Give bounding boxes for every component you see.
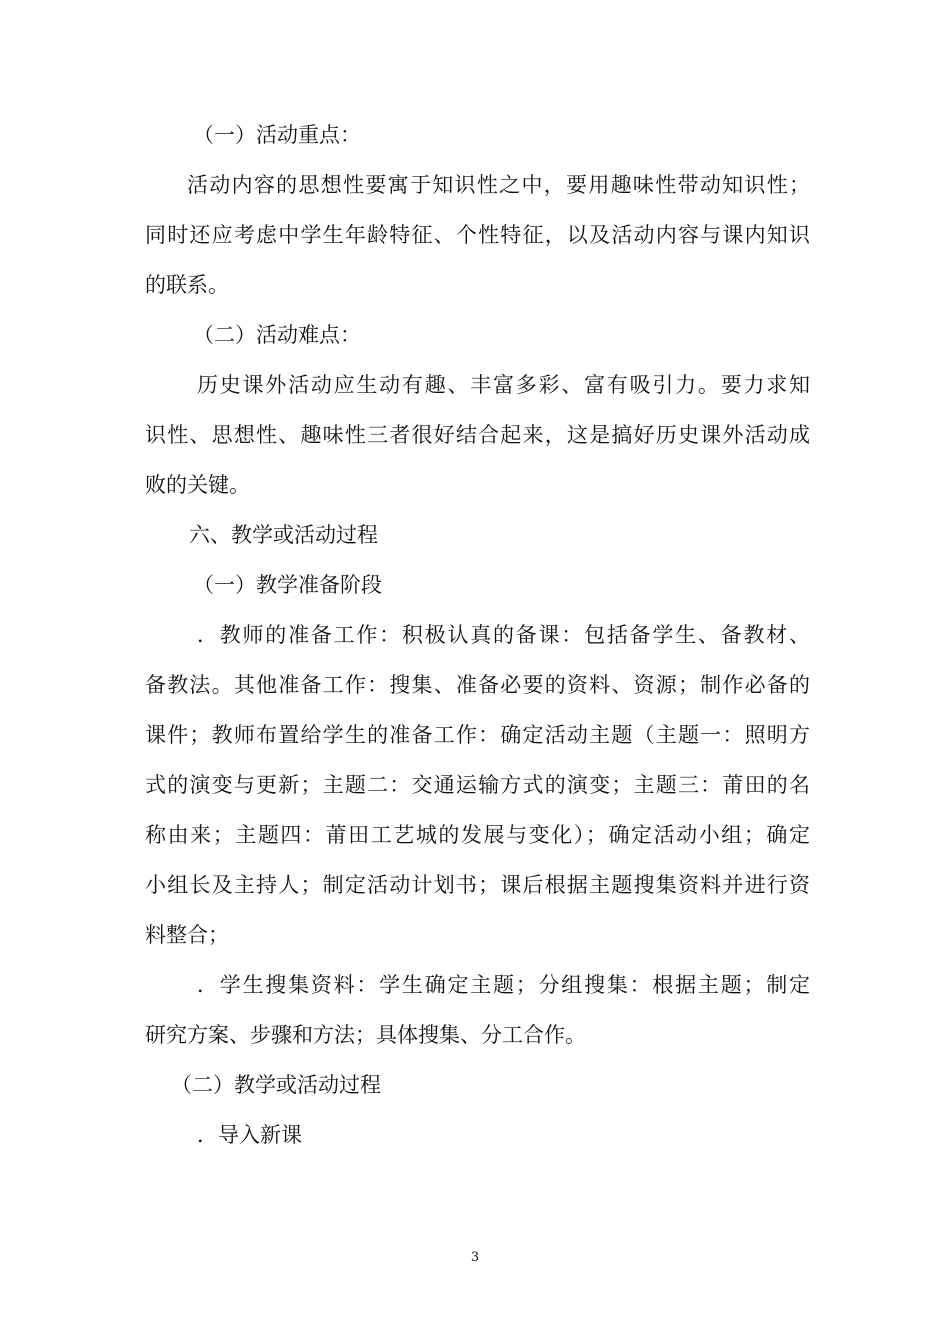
item-introduction: ．导入新课: [197, 1123, 302, 1147]
paragraph-line: 败的关键。: [145, 473, 250, 497]
paragraph-line: 识性、思想性、趣味性三者很好结合起来，这是搞好历史课外活动成: [145, 423, 810, 447]
paragraph-line: 小组长及主持人；制定活动计划书；课后根据主题搜集资料并进行资: [145, 873, 810, 897]
paragraph-line: 的联系。: [145, 273, 229, 297]
section-heading-process: 六、教学或活动过程: [189, 523, 378, 547]
paragraph-line: 备教法。其他准备工作：搜集、准备必要的资料、资源；制作必备的: [145, 673, 810, 697]
heading-difficulties: （二）活动难点：: [193, 323, 361, 347]
paragraph-line: 称由来；主题四：莆田工艺城的发展与变化）；确定活动小组；确定: [145, 823, 810, 847]
paragraph-line: ．学生搜集资料：学生确定主题；分组搜集：根据主题；制定: [197, 973, 810, 997]
paragraph-line: 研究方案、步骤和方法；具体搜集、分工合作。: [145, 1023, 586, 1047]
heading-key-points: （一）活动重点：: [193, 123, 361, 147]
paragraph-line: 料整合；: [145, 923, 229, 947]
paragraph-line: ．教师的准备工作：积极认真的备课：包括备学生、备教材、: [197, 623, 810, 647]
paragraph-line: 活动内容的思想性要寓于知识性之中，要用趣味性带动知识性；: [187, 173, 810, 197]
subheading-activity-process: （二）教学或活动过程: [171, 1073, 381, 1097]
paragraph-line: 课件；教师布置给学生的准备工作：确定活动主题（主题一：照明方: [145, 723, 810, 747]
page-number: 3: [470, 1250, 480, 1265]
paragraph-line: 式的演变与更新；主题二：交通运输方式的演变；主题三：莆田的名: [145, 773, 810, 797]
paragraph-line: 历史课外活动应生动有趣、丰富多彩、富有吸引力。要力求知: [197, 373, 810, 397]
paragraph-line: 同时还应考虑中学生年龄特征、个性特征，以及活动内容与课内知识: [145, 223, 810, 247]
subheading-preparation: （一）教学准备阶段: [193, 573, 382, 597]
document-body: [145, 110, 810, 1160]
